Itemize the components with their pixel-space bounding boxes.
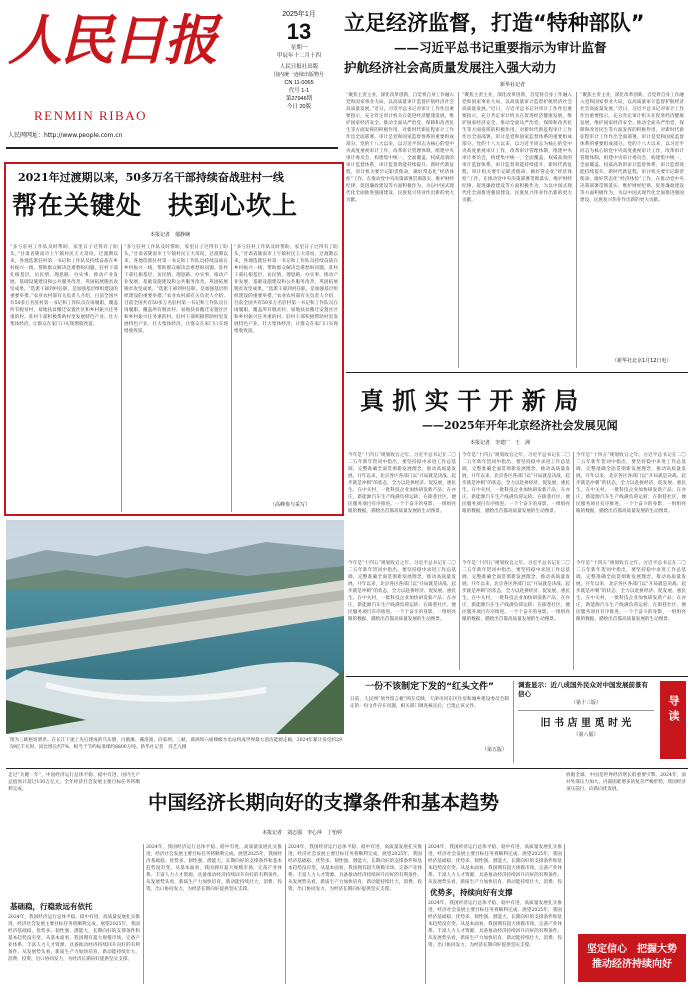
publisher: 人民日报社出版 [279, 64, 319, 70]
lead-byline: 新华社记者 [500, 82, 526, 88]
bottom-subhead-left: 基础稳，行稳致远有依托 [10, 902, 93, 911]
guide-box [346, 676, 688, 766]
masthead-rule [6, 147, 338, 149]
lunar-date: 甲辰年十二月十四 [276, 53, 321, 59]
lead-subhead-2: 护航经济社会高质量发展注入强大动力 [344, 60, 557, 75]
column-divider [459, 452, 460, 670]
column-divider [143, 844, 144, 984]
guide-item-2-title: 调查显示：近八成国外民众对中国发展前景有信心 [518, 681, 648, 698]
lead-body-col-1: “聚焦主责主业，深化改革创新，自觉将自身工作融入党和国家事业大局，以高质量审计监督护航经济社会高质量发展。”近日，习近平总书记对审计工作作出重要指示，充分肯定审计机关在促进经济健康发展、维护国家经济安全、推动全面从严治党、保障和改善民生等方面发挥的积极作用，对新时代新征程审计工作作出全面部署。审计是党和国家监督体系的重要组成部分。党的十八大以来，以习近平同志为核心的党中央高度重视审计工作，改革审计管理体制，组建中央审计委员会，构建集中统一、全面覆盖、权威高效的审计监督体系，审计监督效能持续提升。新时代新征程，审计机关要牢记职责使命，做好常态化“经济体检”工作，在推动党中央决策部署贯彻落实、维护财经纪律、促进廉政建设等方面积极作为，为以中国式现代化全面推进强国建设、民族复兴伟业作出新的更大贡献。 [346, 93, 454, 203]
guide-label-badge [660, 681, 686, 759]
masthead [6, 4, 254, 162]
bottom-subhead-right: 优势多，持续向好有支撑 [430, 888, 513, 897]
guide-item-2-page: （第十三版） [570, 700, 601, 706]
feature-kicker: 2021年过渡期以来，50多万名干部持续奋战驻村一线 [18, 171, 284, 184]
second-body-cont-2: 今年是“十四五”规划收官之年。习近平总书记在二〇二五年新年贺词中指出，要坚持稳中求进工作总基调，完整准确全面贯彻新发展理念，推动高质量发展。开年以来，北京各区各部门以“开局就是决战、起步就是冲刺”的状态，全力以赴拼经济、促发展、惠民生。在中关村，一批科技企业加快研发新产品；在亦庄，新能源汽车生产线满负荷运转；在街巷社区，便民服务项目有序推进。一个个奋斗的身影，一组组亮眼的数据，描绘出首都高质量发展的生动图景。 [462, 561, 570, 622]
date-day: 13 [286, 19, 312, 44]
bottom-body-col-1: 2024年，我国经济运行总体平稳、稳中有进，高质量发展扎实推进，经济社会发展主要目标任务将顺利完成。展望2025年，我国经济基础稳、优势多、韧性强、潜能大，长期向好的支撑条件和基本趋势没有变。从基本面看，我国拥有超大规模市场、完备产业体系、丰富人力人才资源，具备推动经济持续回升向好的有利条件。从发展势头看，新质生产力加快培育，新动能持续壮大，消费、投资、出口协同发力，为经济长期向好提供坚实支撑。 [8, 915, 140, 962]
column-divider [285, 844, 286, 984]
corner-line-1: 坚定信心 把握大势 [587, 944, 677, 955]
guide-item-1[interactable] [346, 681, 514, 763]
cn-number: CN 11-0065 [284, 80, 314, 86]
second-body-cont-1: 今年是“十四五”规划收官之年。习近平总书记在二〇二五年新年贺词中指出，要坚持稳中求进工作总基调，完整准确全面贯彻新发展理念，推动高质量发展。开年以来，北京各区各部门以“开局就是决战、起步就是冲刺”的状态，全力以赴拼经济、促发展、惠民生。在中关村，一批科技企业加快研发新产品；在亦庄，新能源汽车生产线满负荷运转；在街巷社区，便民服务项目有序推进。一个个奋斗的身影，一组组亮眼的数据，描绘出首都高质量发展的生动图景。 [348, 561, 456, 622]
bottom-body-col-3: 2024年，我国经济运行总体平稳、稳中有进，高质量发展扎实推进，经济社会发展主要目标任务将顺利完成。展望2025年，我国经济基础稳、优势多、韧性强、潜能大，长期向好的支撑条件和基本趋势没有变。从基本面看，我国拥有超大规模市场、完备产业体系、丰富人力人才资源，具备推动经济持续回升向好的有利条件。从发展势头看，新质生产力加快培育，新动能持续壮大，消费、投资、出口协同发力，为经济长期向好提供坚实支撑。 [288, 845, 422, 892]
guide-item-3[interactable] [518, 717, 654, 757]
bottom-body-col-4: 2024年，我国经济运行总体平稳、稳中有进，高质量发展扎实推进，经济社会发展主要目标任务将顺利完成。展望2025年，我国经济基础稳、优势多、韧性强、潜能大，长期向好的支撑条件和基本趋势没有变。从基本面看，我国拥有超大规模市场、完备产业体系、丰富人力人才资源，具备推动经济持续回升向好的有利条件。从发展势头看，新质生产力加快培育，新动能持续壮大，消费、投 [428, 845, 562, 884]
guide-item-1-page: （第五版） [481, 747, 507, 753]
masthead-pinyin: RENMIN RIBAO [34, 108, 147, 123]
lead-continued: （新华社北京1月12日电） [612, 358, 672, 364]
second-body-col-1: 今年是“十四五”规划收官之年。习近平总书记在二〇二五年新年贺词中指出，要坚持稳中求进工作总基调，完整准确全面贯彻新发展理念，推动高质量发展。开年以来，北京各区各部门以“开局就是决战、起步就是冲刺”的状态，全力以赴拼经济、促发展、惠民生。在中关村，一批科技企业加快研发新产品；在亦庄，新能源汽车生产线满负荷运转；在街巷社区，便民服务项目有序推进。一个个奋斗的身影，一组组亮眼的数据，描绘出首都高质量发展的生动图景。 [348, 453, 456, 514]
column-divider [576, 92, 577, 368]
second-body-cont-3: 今年是“十四五”规划收官之年。习近平总书记在二〇二五年新年贺词中指出，要坚持稳中求进工作总基调，完整准确全面贯彻新发展理念，推动高质量发展。开年以来，北京各区各部门以“开局就是决战、起步就是冲刺”的状态，全力以赴拼经济、促发展、惠民生。在中关村，一批科技企业加快研发新产品；在亦庄，新能源汽车生产线满负荷运转；在街巷社区，便民服务项目有序推进。一个个奋斗的身影，一组组亮眼的数据，描绘出首都高质量发展的生动图景。 [576, 561, 686, 622]
edition-label: 国内统一连续出版物号 [273, 72, 324, 78]
guide-item-1-desc: 日前，人民网“领导留言板”网友反映，天津市河东区住房和城乡建设委员会制定的一份文件存在问题，相关部门调查核实后，已废止该文件。 [350, 697, 509, 709]
feature-end-note: （高峰参与采写） [270, 502, 311, 508]
feature-body-col-3: “多亏驻村工作队及时帮助，家里日子过得有了盼头。”甘肃省陇南市上午镇村民王大哥说。过渡期以来，各地选派驻村第一书记和工作队员持续奋战在乡村振兴一线，帮助群众解决急难愁盼问题。驻村干部扎根基层，访民情、理思路、办实事，推动产业发展、基础设施建设和公共服务改善，巩固拓展脱贫攻坚成果。“选派干部到村任职，是加强基层组织建设的重要举措。”农业农村部有关负责人介绍，目前全国共有50多万名驻村第一书记和工作队员在岗履职，覆盖所有脱贫村、易地扶贫搬迁安置社区和乡村振兴任务重的村。驻村干部积极帮助村里发展特色产业、壮大集体经济，让群众在家门口实现增收致富。 [234, 245, 338, 334]
date-year-month: 2025年1月 [282, 11, 316, 18]
column-divider [231, 244, 232, 512]
lead-body-col-2: “聚焦主责主业，深化改革创新，自觉将自身工作融入党和国家事业大局，以高质量审计监督护航经济社会高质量发展。”近日，习近平总书记对审计工作作出重要指示，充分肯定审计机关在促进经济健康发展、维护国家经济安全、推动全面从严治党、保障和改善民生等方面发挥的积极作用，对新时代新征程审计工作作出全面部署。审计是党和国家监督体系的重要组成部分。党的十八大以来，以习近平同志为核心的党中央高度重视审计工作，改革审计管理体制，组建中央审计委员会，构建集中统一、全面覆盖、权威高效的审计监督体系，审计监督效能持续提升。新时代新征程，审计机关要牢记职责使命，做好常态化“经济体检”工作，在推动党中央决策部署贯彻落实、维护财经纪律、促进廉政建设等方面积极作为，为以中国式现代化全面推进强国建设、民族复兴伟业作出新的更大贡献。 [462, 93, 572, 203]
feature-body-col-1: “多亏驻村工作队及时帮助，家里日子过得有了盼头。”甘肃省陇南市上午镇村民王大哥说。过渡期以来，各地选派驻村第一书记和工作队员持续奋战在乡村振兴一线，帮助群众解决急难愁盼问题。驻村干部扎根基层，访民情、理思路、办实事，推动产业发展、基础设施建设和公共服务改善，巩固拓展脱贫攻坚成果。“选派干部到村任职，是加强基层组织建设的重要举措。”农业农村部有关负责人介绍，目前全国共有50多万名驻村第一书记和工作队员在岗履职，覆盖所有脱贫村、易地扶贫搬迁安置社区和乡村振兴任务重的村。驻村干部积极帮助村里发展特色产业、壮大集体经济，让群众在家门口实现增收致富。 [10, 245, 118, 327]
website-label[interactable]: 人民网网址：http://www.people.com.cn [8, 132, 123, 139]
second-body-col-2: 今年是“十四五”规划收官之年。习近平总书记在二〇二五年新年贺词中指出，要坚持稳中求进工作总基调，完整准确全面贯彻新发展理念，推动高质量发展。开年以来，北京各区各部门以“开局就是决战、起步就是冲刺”的状态，全力以赴拼经济、促发展、惠民生。在中关村，一批科技企业加快研发新产品；在亦庄，新能源汽车生产线满负荷运转；在街巷社区，便民服务项目有序推进。一个个奋斗的身影，一组组亮眼的数据，描绘出首都高质量发展的生动图景。 [462, 453, 570, 514]
guide-label: 导读 [667, 695, 680, 725]
column-divider [573, 452, 574, 670]
lead-body-col-3: “聚焦主责主业，深化改革创新，自觉将自身工作融入党和国家事业大局，以高质量审计监督护航经济社会高质量发展。”近日，习近平总书记对审计工作作出重要指示，充分肯定审计机关在促进经济健康发展、维护国家经济安全、推动全面从严治党、保障和改善民生等方面发挥的积极作用，对新时代新征程审计工作作出全面部署。审计是党和国家监督体系的重要组成部分。党的十八大以来，以习近平同志为核心的党中央高度重视审计工作，改革审计管理体制，组建中央审计委员会，构建集中统一、全面覆盖、权威高效的审计监督体系，审计监督效能持续提升。新时代新征程，审计机关要牢记职责使命，做好常态化“经济体检”工作，在推动党中央决策部署贯彻落实、维护财经纪律、促进廉政建设等方面积极作为，为以中国式现代化全面推进强国建设、民族复兴伟业作出新的更大贡献。 [580, 93, 684, 203]
lead-headline[interactable]: 立足经济监督，打造“特种部队” [344, 11, 645, 35]
dam-photo-illustration [6, 520, 344, 734]
second-headline[interactable]: 真 抓 实 干 开 新 局 [360, 386, 579, 415]
bottom-right-intro: 放眼全球，中国是世界经济增长的重要引擎。2024年，面对外部压力加大、内部困难增多的复杂严峻形势，我国经济顶压前行、向新向优发展。 [566, 773, 686, 792]
issue-number: 第27946期 [285, 96, 313, 102]
feature-headline[interactable]: 帮在关键处 扶到心坎上 [12, 191, 299, 220]
feature-byline: 本报记者 郁静娴 [150, 232, 191, 238]
bottom-headline[interactable]: 中国经济长期向好的支撑条件和基本趋势 [148, 791, 500, 814]
masthead-title: 人民日报 [8, 8, 216, 72]
bottom-left-intro: 走过“关键一年”，中国经济运行总体平稳、稳中有进，国内生产总值预计超过130万亿元，全年经济社会发展主要目标任务将顺利完成。 [8, 773, 140, 792]
lead-subhead-1: ——习近平总书记重要指示为审计监督 [394, 40, 607, 55]
guide-item-3-page: （第八版） [573, 732, 599, 738]
bottom-body-col-2: 2024年，我国经济运行总体平稳、稳中有进，高质量发展扎实推进，经济社会发展主要目标任务将顺利完成。展望2025年，我国经济基础稳、优势多、韧性强、潜能大，长期向好的支撑条件和基本趋势没有变。从基本面看，我国拥有超大规模市场、完备产业体系、丰富人力人才资源，具备推动经济持续回升向好的有利条件。从发展势头看，新质生产力加快培育，新动能持续壮大，消费、投资、出口协同发力，为经济长期向好提供坚实支撑。 [146, 845, 282, 892]
weekday: 星期一 [290, 45, 308, 51]
second-subhead: ——2025年开年北京经济社会发展见闻 [422, 419, 618, 432]
column-divider [425, 844, 426, 984]
bottom-body-col-4b: 2024年，我国经济运行总体平稳、稳中有进，高质量发展扎实推进，经济社会发展主要目标任务将顺利完成。展望2025年，我国经济基础稳、优势多、韧性强、潜能大，长期向好的支撑条件和基本趋势没有变。从基本面看，我国拥有超大规模市场、完备产业体系、丰富人力人才资源，具备推动经济持续回升向好的有利条件。从发展势头看，新质生产力加快培育，新动能持续壮大，消费、投资、出口协同发力，为经济长期向好提供坚实支撑。 [428, 901, 562, 948]
second-byline: 本报记者 李建广 王 洲 [470, 440, 531, 446]
column-divider [564, 844, 565, 984]
date-box [266, 10, 332, 142]
dam-photo [6, 520, 344, 734]
guide-item-3-title: 旧 书 店 里 觅 时 光 [540, 718, 632, 729]
feature-body-col-2: “多亏驻村工作队及时帮助，家里日子过得有了盼头。”甘肃省陇南市上午镇村民王大哥说。过渡期以来，各地选派驻村第一书记和工作队员持续奋战在乡村振兴一线，帮助群众解决急难愁盼问题。驻村干部扎根基层，访民情、理思路、办实事，推动产业发展、基础设施建设和公共服务改善，巩固拓展脱贫攻坚成果。“选派干部到村任职，是加强基层组织建设的重要举措。”农业农村部有关负责人介绍，目前全国共有50多万名驻村第一书记和工作队员在岗履职，覆盖所有脱贫村、易地扶贫搬迁安置社区和乡村振兴任务重的村。驻村干部积极帮助村里发展特色产业、壮大集体经济，让群众在家门口实现增收致富。 [124, 245, 228, 334]
daigao: 代号 1-1 [288, 88, 310, 94]
bottom-rule [6, 768, 688, 769]
guide-item-2[interactable] [518, 681, 654, 711]
corner-line-2: 推动经济持续向好 [592, 959, 672, 970]
corner-box[interactable] [578, 934, 686, 982]
column-divider [121, 244, 122, 512]
page-count: 今日 20版 [286, 104, 312, 110]
second-body-col-3: 今年是“十四五”规划收官之年。习近平总书记在二〇二五年新年贺词中指出，要坚持稳中求进工作总基调，完整准确全面贯彻新发展理念，推动高质量发展。开年以来，北京各区各部门以“开局就是决战、起步就是冲刺”的状态，全力以赴拼经济、促发展、惠民生。在中关村，一批科技企业加快研发新产品；在亦庄，新能源汽车生产线满负荷运转；在街巷社区，便民服务项目有序推进。一个个奋斗的身影，一组组亮眼的数据，描绘出首都高质量发展的生动图景。 [576, 453, 686, 514]
column-divider [458, 92, 459, 368]
section-rule [346, 372, 688, 373]
guide-item-1-title: 一份不该制定下发的“红头文件” [365, 682, 494, 692]
photo-caption: 图为三峡枢纽泄洪。在长江干流上先后建成的乌东德、白鹤滩、溪洛渡、向家坝、三峡、葛洲坝六座梯级水电站构成世界最大清洁能源走廊，2024年累计发电约2959亿千瓦时，同比增长约7%，相当于节约标准煤约8800万吨。新华社记者 肖艺九摄 [10, 738, 342, 750]
bottom-byline: 本报记者 刘志强 李心萍 丁怡婷 [262, 830, 343, 836]
